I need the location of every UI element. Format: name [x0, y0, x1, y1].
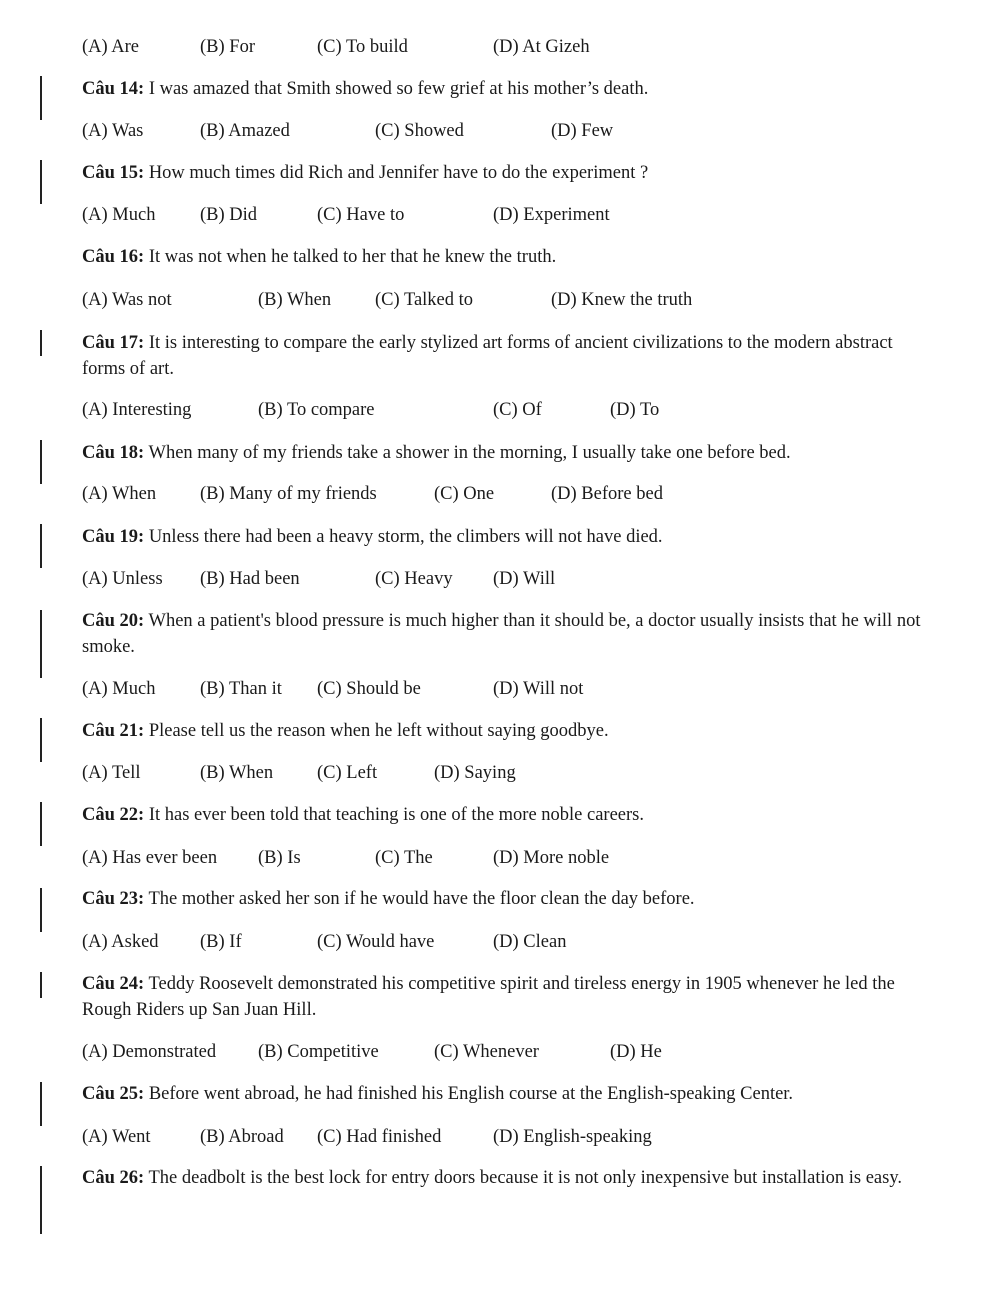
- option-c: (C) Talked to: [375, 290, 474, 310]
- option-a: (A) Unless: [82, 569, 163, 589]
- question-text: When a patient's blood pressure is much higher than it should be, a doctor usually insists that he will not smoke.: [82, 611, 921, 657]
- question-15: [82, 160, 927, 186]
- option-c: (C) The: [375, 848, 433, 868]
- question-label: Câu 20:: [82, 611, 145, 631]
- question-label: Câu 18:: [82, 443, 145, 463]
- question-text: How much times did Rich and Jennifer have to do the experiment ?: [144, 163, 649, 183]
- question-text: Teddy Roosevelt demonstrated his competitive spirit and tireless energy in 1905 whenever he led the Rough Riders up San Juan Hill.: [82, 974, 895, 1020]
- option-b: (B) Than it: [200, 679, 282, 699]
- option-c: (C) Would have: [317, 932, 435, 952]
- option-a: (A) Went: [82, 1127, 151, 1147]
- question-text: I was amazed that Smith showed so few grief at his mother’s death.: [144, 79, 649, 99]
- option-d: (D) Before bed: [551, 484, 663, 504]
- option-d: (D) English-speaking: [493, 1127, 652, 1147]
- option-a: (A) Interesting: [82, 400, 192, 420]
- revision-bar: [40, 972, 42, 998]
- option-b: (B) Did: [200, 205, 258, 225]
- option-a: (A) Much: [82, 679, 156, 699]
- revision-bar: [40, 330, 42, 356]
- option-a: (A) Are: [82, 37, 140, 57]
- option-b: (B) Many of my friends: [200, 484, 377, 504]
- question-text: It was not when he talked to her that he knew the truth.: [144, 247, 557, 267]
- option-d: (D) At Gizeh: [493, 37, 590, 57]
- option-d: (D) Will not: [493, 679, 584, 699]
- option-a: (A) Demonstrated: [82, 1042, 217, 1062]
- option-b: (B) When: [200, 763, 274, 783]
- option-b: (B) When: [258, 290, 332, 310]
- question-text: The mother asked her son if he would have the floor clean the day before.: [144, 889, 695, 909]
- question-25: [82, 1081, 927, 1107]
- option-a: (A) Asked: [82, 932, 159, 952]
- question-label: Câu 14:: [82, 79, 145, 99]
- question-label: Câu 25:: [82, 1084, 145, 1104]
- option-d: (D) To: [610, 400, 660, 420]
- option-d: (D) Knew the truth: [551, 290, 693, 310]
- revision-bar: [40, 718, 42, 762]
- question-text: Unless there had been a heavy storm, the climbers will not have died.: [144, 527, 663, 547]
- option-d: (D) Experiment: [493, 205, 610, 225]
- option-d: (D) Clean: [493, 932, 567, 952]
- option-c: (C) Left: [317, 763, 378, 783]
- question-24: [82, 971, 927, 1023]
- revision-bar: [40, 440, 42, 484]
- option-a: (A) When: [82, 484, 157, 504]
- question-26: [82, 1165, 927, 1191]
- question-label: Câu 21:: [82, 721, 145, 741]
- option-c: (C) Showed: [375, 121, 464, 141]
- question-21: [82, 718, 927, 744]
- question-20: [82, 608, 927, 660]
- revision-bar: [40, 888, 42, 932]
- question-text: Before went abroad, he had finished his English course at the English-speaking Center.: [144, 1084, 794, 1104]
- option-d: (D) More noble: [493, 848, 610, 868]
- option-c: (C) To build: [317, 37, 408, 57]
- option-c: (C) Have to: [317, 205, 405, 225]
- option-a: (A) Was not: [82, 290, 172, 310]
- question-text: When many of my friends take a shower in the morning, I usually take one before bed.: [144, 443, 791, 463]
- question-16: [82, 244, 927, 270]
- option-d: (D) Few: [551, 121, 614, 141]
- option-b: (B) Had been: [200, 569, 300, 589]
- option-b: (B) Competitive: [258, 1042, 379, 1062]
- option-c: (C) Of: [493, 400, 542, 420]
- question-label: Câu 17:: [82, 333, 145, 353]
- option-c: (C) One: [434, 484, 495, 504]
- question-label: Câu 19:: [82, 527, 145, 547]
- question-22: [82, 802, 927, 828]
- revision-bar: [40, 1082, 42, 1126]
- question-text: It has ever been told that teaching is one of the more noble careers.: [144, 805, 645, 825]
- option-c: (C) Whenever: [434, 1042, 539, 1062]
- option-d: (D) Saying: [434, 763, 516, 783]
- option-a: (A) Much: [82, 205, 156, 225]
- question-text: The deadbolt is the best lock for entry doors because it is not only inexpensive but installation is easy.: [144, 1168, 903, 1188]
- question-label: Câu 23:: [82, 889, 145, 909]
- revision-bar: [40, 802, 42, 846]
- question-19: [82, 524, 927, 550]
- question-text: It is interesting to compare the early stylized art forms of ancient civilizations to the modern abstract forms of art.: [82, 333, 893, 379]
- option-b: (B) If: [200, 932, 242, 952]
- revision-bar: [40, 610, 42, 678]
- question-text: Please tell us the reason when he left without saying goodbye.: [144, 721, 609, 741]
- revision-bar: [40, 1166, 42, 1234]
- revision-bar: [40, 160, 42, 204]
- option-a: (A) Tell: [82, 763, 141, 783]
- question-label: Câu 24:: [82, 974, 145, 994]
- option-b: (B) Amazed: [200, 121, 290, 141]
- option-b: (B) Is: [258, 848, 301, 868]
- question-label: Câu 15:: [82, 163, 145, 183]
- option-b: (B) Abroad: [200, 1127, 284, 1147]
- question-label: Câu 16:: [82, 247, 145, 267]
- revision-bar: [40, 524, 42, 568]
- question-label: Câu 22:: [82, 805, 145, 825]
- option-c: (C) Heavy: [375, 569, 453, 589]
- question-18: [82, 440, 927, 466]
- option-b: (B) For: [200, 37, 255, 57]
- question-label: Câu 26:: [82, 1168, 145, 1188]
- question-23: [82, 886, 927, 912]
- option-d: (D) He: [610, 1042, 662, 1062]
- question-14: [82, 76, 927, 102]
- option-b: (B) To compare: [258, 400, 375, 420]
- option-c: (C) Had finished: [317, 1127, 442, 1147]
- question-17: [82, 330, 927, 382]
- revision-bar: [40, 76, 42, 120]
- option-a: (A) Has ever been: [82, 848, 218, 868]
- option-c: (C) Should be: [317, 679, 421, 699]
- option-d: (D) Will: [493, 569, 556, 589]
- option-a: (A) Was: [82, 121, 144, 141]
